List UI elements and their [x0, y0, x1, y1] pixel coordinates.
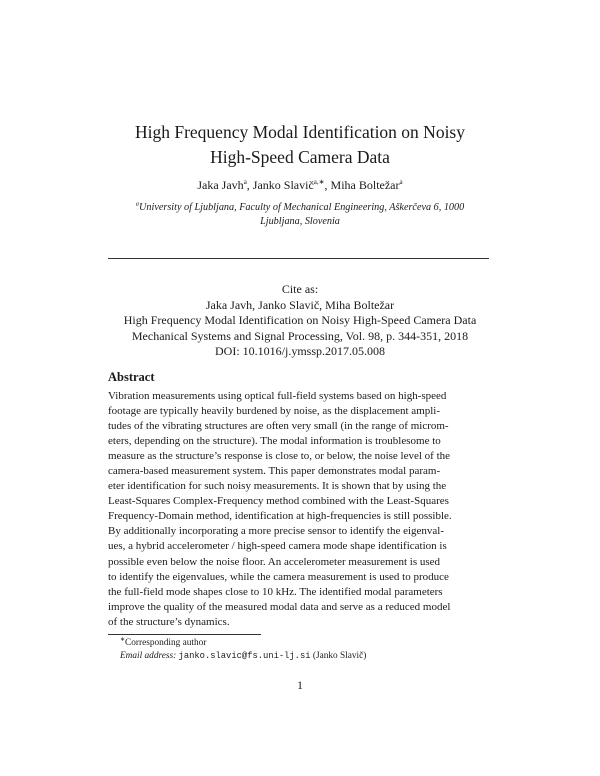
author-separator: ,	[246, 178, 253, 192]
citation-block	[100, 282, 500, 360]
footnote-rule	[108, 634, 261, 635]
abstract-line: possible even below the noise floor. An accelerometer measurement is used	[108, 555, 441, 568]
abstract-line: Frequency-Domain method, identification at high-frequencies is still possible.	[108, 510, 452, 523]
author-list	[100, 178, 500, 193]
abstract-line: tudes of the vibrating structures are often very small (in the range of microm-	[108, 420, 449, 433]
author-mark: a,∗	[313, 178, 325, 186]
abstract-line: ues, a hybrid accelerometer / high-speed camera mode shape identification is	[108, 540, 447, 553]
email-name: (Janko Slavič)	[312, 651, 367, 661]
paper-title	[100, 120, 500, 170]
title-line: High-Speed Camera Data	[210, 147, 390, 167]
author-name: Jaka Javh	[197, 178, 244, 192]
abstract-heading: Abstract	[108, 370, 155, 384]
author-mark: a	[399, 178, 403, 186]
cite-authors: Jaka Javh, Janko Slavič, Miha Boltežar	[205, 297, 395, 312]
cite-heading: Cite as:	[281, 282, 319, 296]
abstract-line: footage are typically heavily burdened by noise, as the displacement ampli-	[108, 405, 441, 418]
affiliation-mark: a	[135, 200, 140, 208]
affiliation	[100, 201, 500, 229]
author-name: Janko Slavič	[252, 178, 314, 192]
cite-journal: Mechanical Systems and Signal Processing, Vol. 98, p. 344-351, 2018	[131, 328, 469, 343]
author-mark: a	[243, 178, 247, 186]
abstract-line: By additionally incorporating a more precise sensor to identify the eigenval-	[108, 525, 445, 538]
corresponding-author-note: Corresponding author	[125, 638, 207, 648]
author-name: Miha Boltežar	[330, 178, 400, 192]
page-number: 1	[297, 678, 303, 692]
abstract-line: Least-Squares Complex-Frequency method combined with the Least-Squares	[108, 495, 449, 508]
abstract-line: camera-based measurement system. This paper demonstrates modal param-	[108, 465, 441, 478]
email-address[interactable]: janko.slavic@fs.uni-lj.si	[178, 651, 311, 661]
abstract-line: Vibration measurements using optical full-field systems based on high-speed	[108, 390, 447, 402]
abstract-line: to identify the eigenvalues, while the camera measurement is used to produce	[108, 570, 449, 583]
abstract-line: eters, depending on the structure). The modal information is troublesome to	[108, 435, 441, 448]
abstract-body	[108, 389, 493, 630]
cite-title: High Frequency Modal Identification on Noisy High-Speed Camera Data	[123, 313, 477, 328]
header-rule	[108, 258, 489, 259]
cite-doi: DOI: 10.1016/j.ymssp.2017.05.008	[214, 344, 385, 359]
abstract-line: of the structure’s dynamics.	[108, 615, 230, 628]
title-line: High Frequency Modal Identification on Noisy	[134, 122, 465, 142]
affiliation-line: University of Ljubljana, Faculty of Mechanical Engineering, Aškerčeva 6, 1000	[139, 202, 465, 213]
abstract-line: measure as the structure’s response is close to, or below, the noise level of the	[108, 450, 451, 463]
footnote-mark: ∗	[120, 636, 126, 643]
abstract-line: improve the quality of the measured modal data and serve as a reduced model	[108, 600, 451, 613]
footnotes	[120, 637, 366, 663]
author-separator: ,	[324, 178, 331, 192]
affiliation-line: Ljubljana, Slovenia	[260, 216, 340, 227]
email-label: Email address:	[120, 651, 177, 661]
abstract-line: the full-field mode shapes close to 10 kHz. The identified modal parameters	[108, 585, 443, 598]
abstract-line: eter identification for such noisy measurements. It is shown that by using the	[108, 480, 447, 493]
